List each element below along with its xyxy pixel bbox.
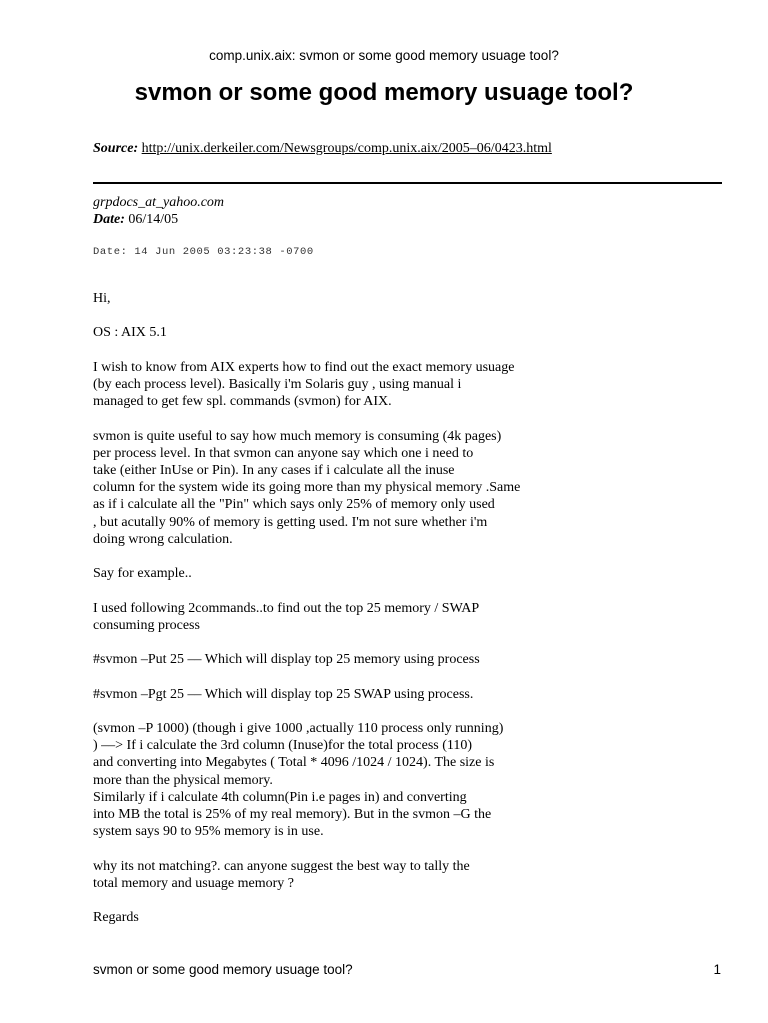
message-line: why its not matching?. can anyone suggest the best way to tally the (93, 858, 470, 874)
message-line: total memory and usuage memory ? (93, 875, 294, 891)
message-paragraph (93, 324, 733, 341)
message-line: I used following 2commands..to find out the top 25 memory / SWAP (93, 600, 480, 616)
message-line: doing wrong calculation. (93, 531, 233, 547)
message-line: column for the system wide its going more than my physical memory .Same (93, 480, 521, 496)
message-line: svmon is quite useful to say how much memory is consuming (4k pages) (93, 428, 502, 444)
message-line: managed to get few spl. commands (svmon) for AIX. (93, 394, 392, 410)
message-line: Similarly if i calculate 4th column(Pin i.e pages in) and converting (93, 789, 467, 805)
date-label: Date: (93, 212, 125, 227)
message-line: OS : AIX 5.1 (93, 325, 167, 341)
date-value: 06/14/05 (128, 212, 179, 227)
message-paragraph (93, 858, 733, 892)
page-title: svmon or some good memory usuage tool? (134, 79, 634, 106)
message-paragraph (93, 359, 733, 411)
message-line: and converting into Megabytes ( Total * 4096 /1024 / 1024). The size is (93, 755, 495, 771)
message-line: take (either InUse or Pin). In any cases if i calculate all the inuse (93, 462, 455, 478)
message-line: ) ––> If i calculate the 3rd column (Inuse)for the total process (110) (93, 738, 473, 754)
source-url-link[interactable]: http://unix.derkeiler.com/Newsgroups/comp.unix.aix/2005–06/0423.html (141, 141, 552, 156)
message-line: #svmon –Pgt 25 –– Which will display top 25 SWAP using process. (93, 686, 474, 702)
message-line: Say for example.. (93, 566, 192, 582)
message-line: per process level. In that svmon can anyone say which one i need to (93, 445, 474, 461)
message-header-date: Date: 14 Jun 2005 03:23:38 -0700 (93, 246, 314, 258)
message-line: into MB the total is 25% of my real memory). But in the svmon –G the (93, 806, 492, 822)
date-line (93, 211, 178, 228)
source-line (93, 140, 552, 158)
message-line: #svmon –Put 25 –– Which will display top 25 memory using process (93, 652, 480, 668)
message-paragraph (93, 909, 733, 926)
message-paragraph (93, 720, 733, 840)
message-paragraph (93, 600, 733, 634)
message-line: (svmon –P 1000) (though i give 1000 ,actually 110 process only running) (93, 720, 504, 736)
message-paragraph (93, 565, 733, 582)
message-paragraph (93, 428, 733, 548)
author: grpdocs_at_yahoo.com (93, 195, 225, 210)
message-line: more than the physical memory. (93, 772, 273, 788)
message-line: Hi, (93, 291, 111, 306)
message-body (93, 290, 733, 944)
message-line: (by each process level). Basically i'm Solaris guy , using manual i (93, 376, 462, 392)
message-paragraph (93, 686, 733, 703)
message-line: as if i calculate all the "Pin" which says only 25% of memory only used (93, 497, 495, 513)
message-line: system says 90 to 95% memory is in use. (93, 824, 324, 840)
message-line: consuming process (93, 617, 200, 633)
footer-page-number: 1 (713, 962, 721, 977)
running-header: comp.unix.aix: svmon or some good memory usuage tool? (209, 48, 559, 63)
header-divider (93, 182, 722, 184)
message-line: I wish to know from AIX experts how to find out the exact memory usuage (93, 359, 515, 375)
footer-title: svmon or some good memory usuage tool? (93, 962, 353, 977)
message-line: Regards (93, 910, 139, 926)
message-paragraph (93, 290, 733, 307)
message-paragraph (93, 651, 733, 668)
message-line: , but acutally 90% of memory is getting used. I'm not sure whether i'm (93, 514, 488, 530)
source-label: Source: (93, 141, 139, 156)
